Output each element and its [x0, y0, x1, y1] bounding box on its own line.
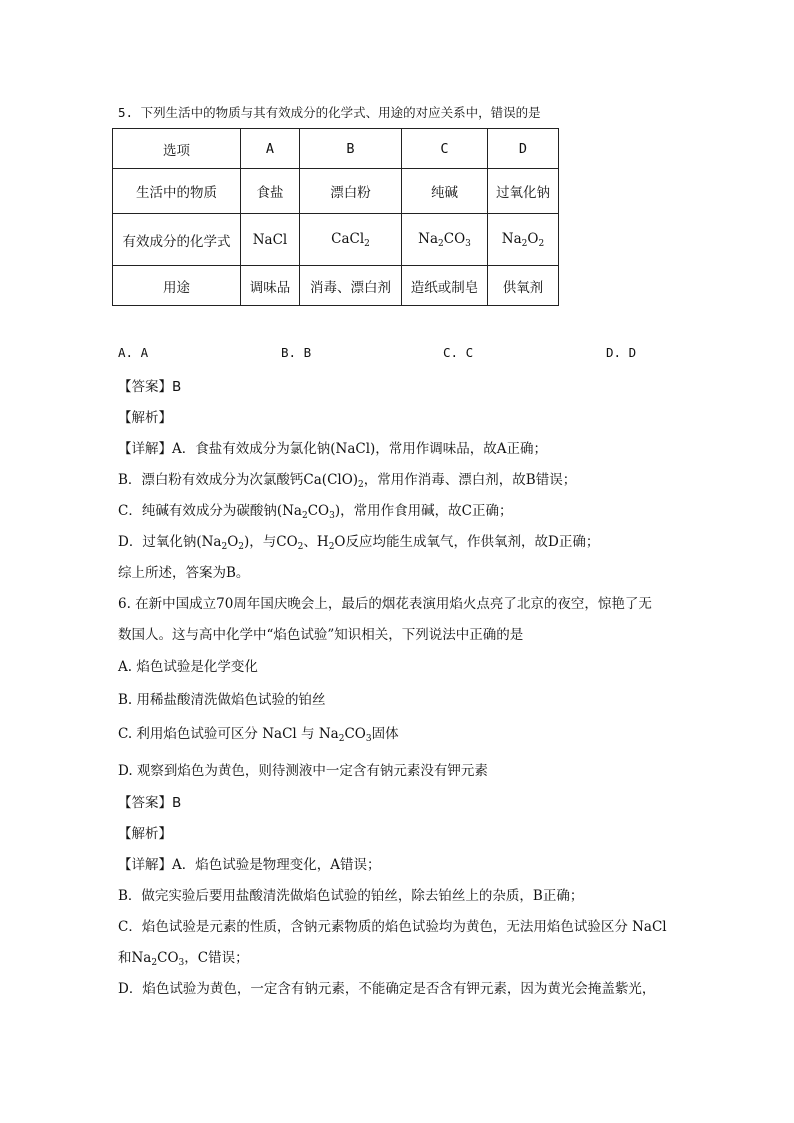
- q5-summary: 综上所述，答案为B。: [118, 565, 250, 581]
- formula-text: CO: [443, 230, 466, 247]
- table-cell: D: [488, 129, 559, 169]
- text: B．漂白粉有效成分为次氯酸钙Ca(ClO): [118, 472, 359, 488]
- table-cell: 供氧剂: [488, 266, 559, 306]
- subscript: 2: [238, 542, 244, 552]
- formula-text: Na: [318, 726, 339, 742]
- subscript: 3: [329, 511, 335, 521]
- formula-text: Na: [501, 230, 522, 247]
- text: O反应均能生成氧气，作供氧剂，故D正确；: [334, 534, 600, 550]
- table-cell: 有效成分的化学式: [113, 214, 241, 266]
- table-cell: 选项: [113, 129, 241, 169]
- formula-text: O: [527, 230, 539, 247]
- q6-option-c[interactable]: [118, 725, 399, 748]
- subscript: 2: [151, 958, 158, 968]
- subscript: 3: [178, 958, 185, 968]
- formula-text: CO: [344, 726, 366, 742]
- text: ，常用作消毒、漂白剂，故B错误；: [363, 472, 577, 488]
- text: C．纯碱有效成分为碳酸钠(Na: [118, 503, 302, 519]
- subscript: 2: [358, 480, 364, 490]
- q6-stem-line2: 数国人。这与高中化学中“焰色试验”知识相关，下列说法中正确的是: [118, 627, 524, 643]
- q5-explain-b: [118, 471, 576, 494]
- subscript: 2: [297, 542, 304, 552]
- text: 、H: [303, 534, 329, 550]
- q6-explain-b: B．做完实验后要用盐酸清洗做焰色试验的铂丝，除去铂丝上的杂质，B正确；: [118, 888, 584, 904]
- formula-nacl: [241, 214, 300, 266]
- text: D．过氧化钠(Na: [118, 534, 222, 550]
- formula-cacl2: [300, 214, 402, 266]
- text: ，C错误；: [184, 950, 249, 966]
- q5-explain-c: [118, 502, 512, 525]
- subscript: 2: [301, 511, 308, 521]
- subscript: 3: [465, 238, 471, 249]
- q6-explain-a: 【详解】A．焰色试验是物理变化，A错误；: [118, 857, 381, 873]
- text: CO: [307, 503, 330, 519]
- table-row: [113, 266, 559, 306]
- subscript: 2: [338, 734, 345, 744]
- text: 固体: [371, 726, 399, 742]
- subscript: 2: [521, 238, 528, 249]
- option-d[interactable]: D. D: [606, 345, 637, 360]
- table-cell: 造纸或制皂: [402, 266, 488, 306]
- q6-explain-c2: [118, 949, 249, 972]
- q5-analysis-label: 【解析】: [118, 410, 172, 426]
- option-c[interactable]: C. C: [443, 345, 474, 360]
- table-cell: 食盐: [241, 169, 300, 214]
- table-cell: 过氧化钠: [488, 169, 559, 214]
- subscript: 2: [538, 238, 545, 249]
- text: O: [227, 534, 239, 550]
- table-cell: B: [300, 129, 402, 169]
- q6-explain-c1: C．焰色试验是元素的性质，含钠元素物质的焰色试验均为黄色，无法用焰色试验区分 NaCl: [118, 919, 667, 935]
- formula-text: Na: [418, 230, 438, 247]
- table-cell: C: [402, 129, 488, 169]
- q6-option-d[interactable]: D. 观察到焰色为黄色，则待测液中一定含有钠元素没有钾元素: [118, 763, 488, 779]
- q6-explain-d: D．焰色试验为黄色，一定含有钠元素，不能确定是否含有钾元素，因为黄光会掩盖紫光，: [118, 981, 656, 997]
- option-b[interactable]: B. B: [281, 345, 312, 360]
- table-row: [113, 129, 559, 169]
- option-a[interactable]: A. A: [118, 345, 149, 360]
- text: CO: [157, 950, 179, 966]
- q6-option-b[interactable]: B. 用稀盐酸清洗做焰色试验的铂丝: [118, 692, 326, 708]
- table-cell: 生活中的物质: [113, 169, 241, 214]
- q6-analysis-label: 【解析】: [118, 826, 172, 842]
- q5-explain-d: [118, 533, 599, 556]
- subscript: 3: [365, 734, 372, 744]
- q5-stem: 5. 下列生活中的物质与其有效成分的化学式、用途的对应关系中，错误的是: [118, 105, 541, 120]
- table-row: [113, 169, 559, 214]
- q5-table: [112, 128, 559, 306]
- table-row: [113, 214, 559, 266]
- table-cell: A: [241, 129, 300, 169]
- text: 与: [301, 726, 315, 742]
- table-cell: 调味品: [241, 266, 300, 306]
- table-cell: 消毒、漂白剂: [300, 266, 402, 306]
- table-cell: 纯碱: [402, 169, 488, 214]
- subscript: 2: [438, 238, 444, 249]
- text: 和Na: [118, 950, 152, 966]
- formula-na2co3: [402, 214, 488, 266]
- q6-answer: 【答案】B: [118, 795, 182, 811]
- q6-stem-line1: 6. 在新中国成立70周年国庆晚会上，最后的烟花表演用焰火点亮了北京的夜空，惊艳了无: [118, 596, 652, 612]
- table-cell: 用途: [113, 266, 241, 306]
- text: )，常用作食用碱，故C正确；: [334, 503, 513, 519]
- q6-option-a[interactable]: A. 焰色试验是化学变化: [118, 659, 258, 675]
- formula-text: CaCl: [331, 230, 365, 247]
- subscript: 2: [328, 542, 335, 552]
- table-cell: 漂白粉: [300, 169, 402, 214]
- text: C. 利用焰色试验可区分: [118, 726, 258, 742]
- subscript: 2: [364, 238, 370, 249]
- text: )，与CO: [244, 534, 298, 550]
- formula-text: NaCl: [262, 726, 297, 742]
- subscript: 2: [221, 542, 228, 552]
- formula-text: NaCl: [252, 231, 288, 248]
- q5-answer: 【答案】B: [118, 379, 182, 395]
- q5-explain-a: 【详解】A．食盐有效成分为氯化钠(NaCl)，常用作调味品，故A正确；: [118, 441, 548, 457]
- formula-na2o2: [488, 214, 559, 266]
